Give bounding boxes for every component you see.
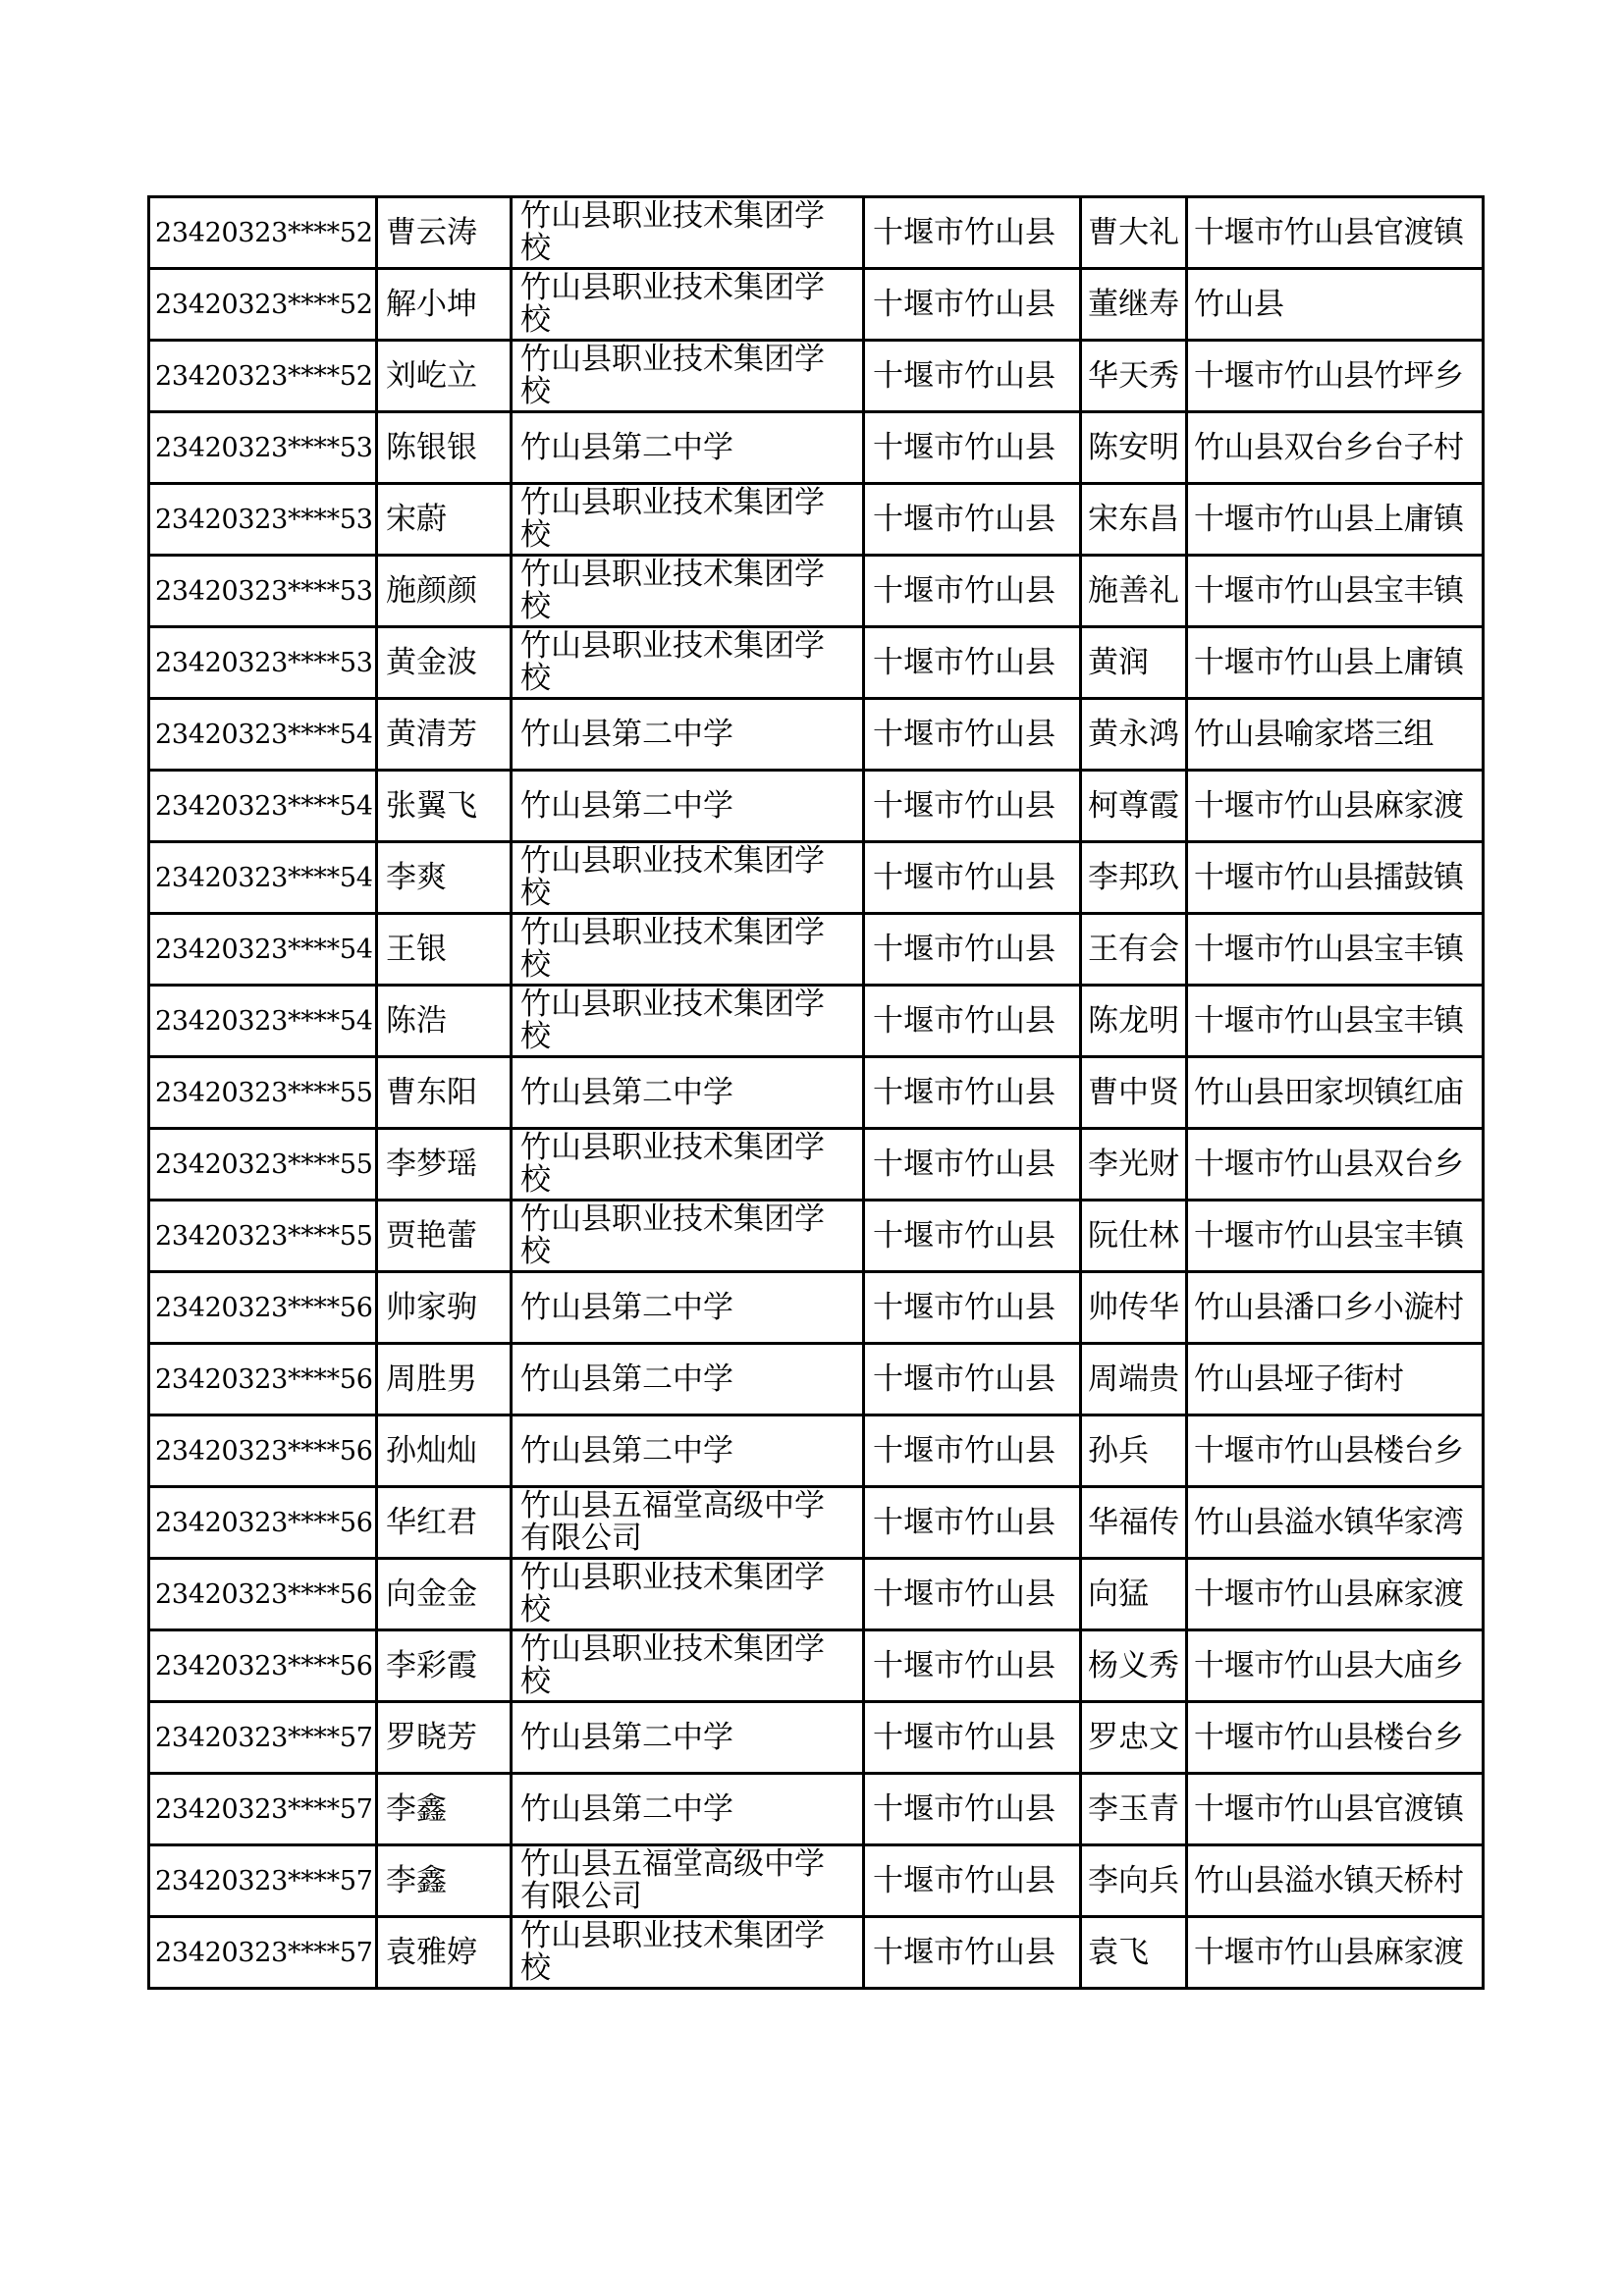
guardian-name-cell: 王有会 xyxy=(1081,914,1187,986)
address-cell: 十堰市竹山县上庸镇 xyxy=(1187,484,1484,556)
region-cell: 十堰市竹山县 xyxy=(864,1129,1081,1201)
student-name-cell: 宋蔚 xyxy=(377,484,512,556)
student-id-cell: 23420323****54 xyxy=(149,914,377,986)
guardian-name-cell: 柯尊霞 xyxy=(1081,771,1187,842)
school-cell: 竹山县职业技术集团学校 xyxy=(512,842,864,914)
address-cell: 竹山县垭子街村 xyxy=(1187,1344,1484,1415)
student-id-cell: 23420323****54 xyxy=(149,986,377,1057)
school-cell: 竹山县第二中学 xyxy=(512,1774,864,1845)
student-id-cell: 23420323****56 xyxy=(149,1487,377,1559)
table-row xyxy=(149,986,1484,1057)
region-cell: 十堰市竹山县 xyxy=(864,197,1081,269)
school-cell: 竹山县职业技术集团学校 xyxy=(512,986,864,1057)
school-cell: 竹山县第二中学 xyxy=(512,1702,864,1774)
student-id-cell: 23420323****52 xyxy=(149,269,377,341)
student-name-cell: 刘屹立 xyxy=(377,341,512,412)
student-id-cell: 23420323****53 xyxy=(149,556,377,627)
region-cell: 十堰市竹山县 xyxy=(864,1702,1081,1774)
guardian-name-cell: 董继寿 xyxy=(1081,269,1187,341)
address-cell: 十堰市竹山县麻家渡 xyxy=(1187,771,1484,842)
table-row xyxy=(149,1201,1484,1272)
student-id-cell: 23420323****55 xyxy=(149,1129,377,1201)
table-row xyxy=(149,484,1484,556)
student-name-cell: 贾艳蕾 xyxy=(377,1201,512,1272)
student-id-cell: 23420323****52 xyxy=(149,197,377,269)
guardian-name-cell: 李玉青 xyxy=(1081,1774,1187,1845)
student-id-cell: 23420323****52 xyxy=(149,341,377,412)
student-id-cell: 23420323****55 xyxy=(149,1057,377,1129)
school-cell: 竹山县职业技术集团学校 xyxy=(512,484,864,556)
student-id-cell: 23420323****57 xyxy=(149,1774,377,1845)
table-row xyxy=(149,914,1484,986)
student-id-cell: 23420323****55 xyxy=(149,1201,377,1272)
region-cell: 十堰市竹山县 xyxy=(864,556,1081,627)
table-row xyxy=(149,842,1484,914)
address-cell: 十堰市竹山县宝丰镇 xyxy=(1187,986,1484,1057)
school-cell: 竹山县第二中学 xyxy=(512,1344,864,1415)
student-name-cell: 曹东阳 xyxy=(377,1057,512,1129)
address-cell: 十堰市竹山县官渡镇 xyxy=(1187,197,1484,269)
table-row xyxy=(149,1845,1484,1917)
student-name-cell: 陈银银 xyxy=(377,412,512,484)
guardian-name-cell: 罗忠文 xyxy=(1081,1702,1187,1774)
table-row xyxy=(149,771,1484,842)
region-cell: 十堰市竹山县 xyxy=(864,1057,1081,1129)
student-name-cell: 黄金波 xyxy=(377,627,512,699)
guardian-name-cell: 曹大礼 xyxy=(1081,197,1187,269)
table-row xyxy=(149,1774,1484,1845)
table-row xyxy=(149,1129,1484,1201)
guardian-name-cell: 华天秀 xyxy=(1081,341,1187,412)
student-name-cell: 孙灿灿 xyxy=(377,1415,512,1487)
guardian-name-cell: 华福传 xyxy=(1081,1487,1187,1559)
guardian-name-cell: 施善礼 xyxy=(1081,556,1187,627)
guardian-name-cell: 李向兵 xyxy=(1081,1845,1187,1917)
region-cell: 十堰市竹山县 xyxy=(864,771,1081,842)
school-cell: 竹山县职业技术集团学校 xyxy=(512,556,864,627)
address-cell: 十堰市竹山县麻家渡 xyxy=(1187,1559,1484,1630)
table-row xyxy=(149,341,1484,412)
school-cell: 竹山县职业技术集团学校 xyxy=(512,627,864,699)
student-id-cell: 23420323****56 xyxy=(149,1559,377,1630)
address-cell: 十堰市竹山县楼台乡 xyxy=(1187,1415,1484,1487)
school-cell: 竹山县第二中学 xyxy=(512,1415,864,1487)
region-cell: 十堰市竹山县 xyxy=(864,1845,1081,1917)
student-name-cell: 华红君 xyxy=(377,1487,512,1559)
table-row xyxy=(149,556,1484,627)
region-cell: 十堰市竹山县 xyxy=(864,1559,1081,1630)
school-cell: 竹山县五福堂高级中学有限公司 xyxy=(512,1845,864,1917)
region-cell: 十堰市竹山县 xyxy=(864,1415,1081,1487)
student-name-cell: 李鑫 xyxy=(377,1845,512,1917)
guardian-name-cell: 孙兵 xyxy=(1081,1415,1187,1487)
address-cell: 十堰市竹山县宝丰镇 xyxy=(1187,1201,1484,1272)
guardian-name-cell: 向猛 xyxy=(1081,1559,1187,1630)
address-cell: 十堰市竹山县擂鼓镇 xyxy=(1187,842,1484,914)
student-name-cell: 李彩霞 xyxy=(377,1630,512,1702)
student-id-cell: 23420323****56 xyxy=(149,1344,377,1415)
student-name-cell: 周胜男 xyxy=(377,1344,512,1415)
address-cell: 十堰市竹山县官渡镇 xyxy=(1187,1774,1484,1845)
school-cell: 竹山县五福堂高级中学有限公司 xyxy=(512,1487,864,1559)
student-id-cell: 23420323****56 xyxy=(149,1272,377,1344)
address-cell: 竹山县潘口乡小漩村 xyxy=(1187,1272,1484,1344)
table-row xyxy=(149,1487,1484,1559)
student-name-cell: 向金金 xyxy=(377,1559,512,1630)
guardian-name-cell: 宋东昌 xyxy=(1081,484,1187,556)
school-cell: 竹山县第二中学 xyxy=(512,699,864,771)
student-name-cell: 黄清芳 xyxy=(377,699,512,771)
roster-body xyxy=(149,197,1484,1989)
address-cell: 十堰市竹山县宝丰镇 xyxy=(1187,914,1484,986)
roster-table xyxy=(147,195,1485,1990)
address-cell: 十堰市竹山县大庙乡 xyxy=(1187,1630,1484,1702)
table-row xyxy=(149,197,1484,269)
region-cell: 十堰市竹山县 xyxy=(864,1201,1081,1272)
table-row xyxy=(149,1559,1484,1630)
school-cell: 竹山县职业技术集团学校 xyxy=(512,1201,864,1272)
guardian-name-cell: 周端贵 xyxy=(1081,1344,1187,1415)
guardian-name-cell: 曹中贤 xyxy=(1081,1057,1187,1129)
address-cell: 竹山县双台乡台子村 xyxy=(1187,412,1484,484)
address-cell: 竹山县田家坝镇红庙 xyxy=(1187,1057,1484,1129)
student-id-cell: 23420323****53 xyxy=(149,412,377,484)
address-cell: 十堰市竹山县楼台乡 xyxy=(1187,1702,1484,1774)
region-cell: 十堰市竹山县 xyxy=(864,1272,1081,1344)
table-row xyxy=(149,269,1484,341)
guardian-name-cell: 袁飞 xyxy=(1081,1917,1187,1989)
region-cell: 十堰市竹山县 xyxy=(864,627,1081,699)
school-cell: 竹山县职业技术集团学校 xyxy=(512,341,864,412)
table-row xyxy=(149,1415,1484,1487)
region-cell: 十堰市竹山县 xyxy=(864,699,1081,771)
student-name-cell: 陈浩 xyxy=(377,986,512,1057)
school-cell: 竹山县第二中学 xyxy=(512,412,864,484)
region-cell: 十堰市竹山县 xyxy=(864,341,1081,412)
table-row xyxy=(149,627,1484,699)
guardian-name-cell: 帅传华 xyxy=(1081,1272,1187,1344)
region-cell: 十堰市竹山县 xyxy=(864,914,1081,986)
guardian-name-cell: 李邦玖 xyxy=(1081,842,1187,914)
guardian-name-cell: 李光财 xyxy=(1081,1129,1187,1201)
school-cell: 竹山县第二中学 xyxy=(512,1272,864,1344)
student-id-cell: 23420323****53 xyxy=(149,627,377,699)
address-cell: 十堰市竹山县麻家渡 xyxy=(1187,1917,1484,1989)
region-cell: 十堰市竹山县 xyxy=(864,1917,1081,1989)
school-cell: 竹山县职业技术集团学校 xyxy=(512,1917,864,1989)
table-row xyxy=(149,412,1484,484)
student-name-cell: 曹云涛 xyxy=(377,197,512,269)
table-row xyxy=(149,1630,1484,1702)
region-cell: 十堰市竹山县 xyxy=(864,269,1081,341)
student-id-cell: 23420323****53 xyxy=(149,484,377,556)
student-id-cell: 23420323****54 xyxy=(149,771,377,842)
student-id-cell: 23420323****57 xyxy=(149,1702,377,1774)
school-cell: 竹山县职业技术集团学校 xyxy=(512,1559,864,1630)
school-cell: 竹山县职业技术集团学校 xyxy=(512,1630,864,1702)
student-name-cell: 解小坤 xyxy=(377,269,512,341)
student-name-cell: 袁雅婷 xyxy=(377,1917,512,1989)
address-cell: 竹山县溢水镇华家湾 xyxy=(1187,1487,1484,1559)
table-row xyxy=(149,699,1484,771)
student-id-cell: 23420323****57 xyxy=(149,1845,377,1917)
region-cell: 十堰市竹山县 xyxy=(864,1487,1081,1559)
student-name-cell: 王银 xyxy=(377,914,512,986)
region-cell: 十堰市竹山县 xyxy=(864,412,1081,484)
student-id-cell: 23420323****54 xyxy=(149,699,377,771)
student-name-cell: 李鑫 xyxy=(377,1774,512,1845)
school-cell: 竹山县职业技术集团学校 xyxy=(512,1129,864,1201)
region-cell: 十堰市竹山县 xyxy=(864,842,1081,914)
school-cell: 竹山县职业技术集团学校 xyxy=(512,197,864,269)
address-cell: 十堰市竹山县上庸镇 xyxy=(1187,627,1484,699)
table-row xyxy=(149,1344,1484,1415)
region-cell: 十堰市竹山县 xyxy=(864,986,1081,1057)
guardian-name-cell: 陈龙明 xyxy=(1081,986,1187,1057)
region-cell: 十堰市竹山县 xyxy=(864,1774,1081,1845)
guardian-name-cell: 黄永鸿 xyxy=(1081,699,1187,771)
student-id-cell: 23420323****56 xyxy=(149,1415,377,1487)
address-cell: 十堰市竹山县宝丰镇 xyxy=(1187,556,1484,627)
student-id-cell: 23420323****56 xyxy=(149,1630,377,1702)
region-cell: 十堰市竹山县 xyxy=(864,1630,1081,1702)
region-cell: 十堰市竹山县 xyxy=(864,484,1081,556)
table-row xyxy=(149,1917,1484,1989)
region-cell: 十堰市竹山县 xyxy=(864,1344,1081,1415)
guardian-name-cell: 阮仕林 xyxy=(1081,1201,1187,1272)
student-name-cell: 帅家驹 xyxy=(377,1272,512,1344)
school-cell: 竹山县第二中学 xyxy=(512,1057,864,1129)
address-cell: 十堰市竹山县双台乡 xyxy=(1187,1129,1484,1201)
roster-sheet xyxy=(147,195,1482,1990)
student-name-cell: 张翼飞 xyxy=(377,771,512,842)
table-row xyxy=(149,1272,1484,1344)
address-cell: 竹山县喻家塔三组 xyxy=(1187,699,1484,771)
address-cell: 竹山县 xyxy=(1187,269,1484,341)
address-cell: 竹山县溢水镇天桥村 xyxy=(1187,1845,1484,1917)
student-name-cell: 施颜颜 xyxy=(377,556,512,627)
student-name-cell: 李爽 xyxy=(377,842,512,914)
table-row xyxy=(149,1702,1484,1774)
student-name-cell: 李梦瑶 xyxy=(377,1129,512,1201)
school-cell: 竹山县职业技术集团学校 xyxy=(512,914,864,986)
student-id-cell: 23420323****57 xyxy=(149,1917,377,1989)
school-cell: 竹山县职业技术集团学校 xyxy=(512,269,864,341)
student-id-cell: 23420323****54 xyxy=(149,842,377,914)
address-cell: 十堰市竹山县竹坪乡 xyxy=(1187,341,1484,412)
school-cell: 竹山县第二中学 xyxy=(512,771,864,842)
student-name-cell: 罗晓芳 xyxy=(377,1702,512,1774)
guardian-name-cell: 杨义秀 xyxy=(1081,1630,1187,1702)
guardian-name-cell: 陈安明 xyxy=(1081,412,1187,484)
table-row xyxy=(149,1057,1484,1129)
guardian-name-cell: 黄润 xyxy=(1081,627,1187,699)
